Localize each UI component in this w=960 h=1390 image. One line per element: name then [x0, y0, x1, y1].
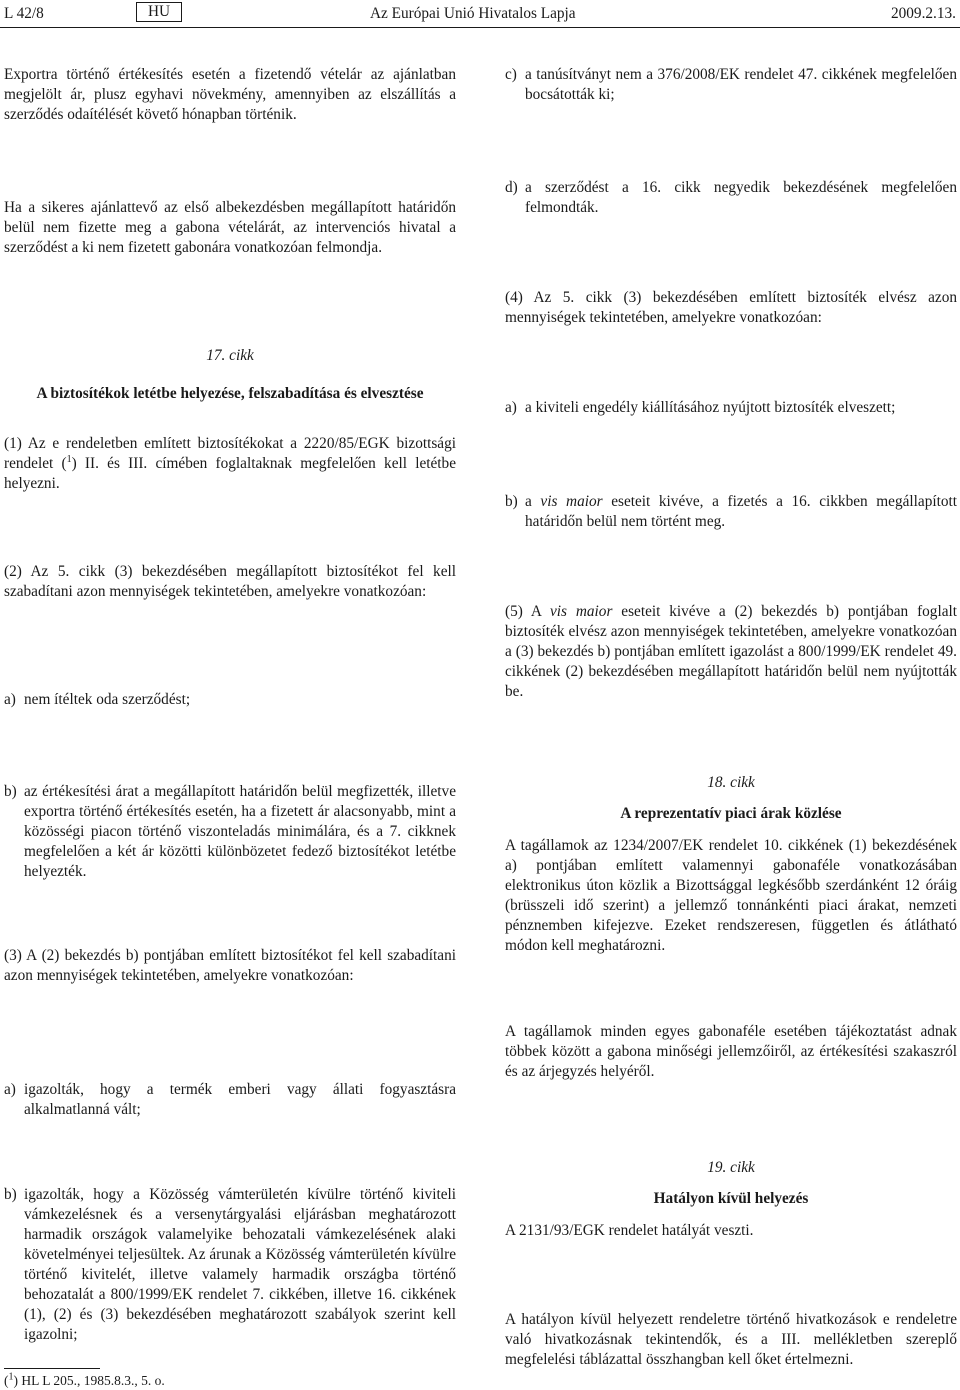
point-text-a: a: [525, 493, 541, 510]
p5-text-italic: vis maior: [549, 603, 613, 620]
article-18-paragraph-2: A tagállamok minden egyes gabonaféle esetében tájékoztatást adnak többek között a gabona minőségi jellemzőiről, az értékesítési szakaszról és az árjegyzés helyéről.: [505, 1023, 957, 1080]
page-header: [0, 0, 960, 28]
point-label: b): [505, 493, 518, 510]
point-label: d): [505, 179, 518, 196]
point-label: a): [4, 1081, 16, 1098]
point-label: c): [505, 66, 517, 83]
paragraph-contract-termination: Ha a sikeres ajánlattevő az első albekezdésben megállapított határidőn belül nem fizette meg a gabona vételárát, az intervenciós hivatal a szerződést a ki nem fizetett gabonára vonatkozóan felmondja.: [4, 199, 456, 256]
point-text: az értékesítési árat a megállapított határidőn belül megfizették, illetve exportra történő értékesítés esetén, ha a fizetett ár alacsonyabb, mint a közösségi piacon történő viszonteladás minimálára, és a 7. cikknek megfelelően a két ár közötti különbözetet fedező biztosítékot letétbe helyezték.: [24, 783, 456, 880]
point-text: a tanúsítványt nem a 376/2008/EK rendelet 47. cikkének megfelelően bocsátották ki;: [525, 66, 957, 103]
article-17-number: 17. cikk: [206, 347, 254, 364]
point-text-italic: vis maior: [540, 493, 603, 510]
article-17-p2-point-b: [4, 782, 456, 882]
article-17-p2-point-a: [4, 690, 456, 710]
page-reference: L 42/8: [4, 5, 44, 22]
journal-title: Az Európai Unió Hivatalos Lapja: [370, 5, 576, 22]
header-rule: [0, 27, 960, 28]
article-17-title: A biztosítékok letétbe helyezése, felszabadítása és elvesztése: [36, 385, 424, 402]
paragraph-export-price: Exportra történő értékesítés esetén a fizetendő vételár az ajánlatban megjelölt ár, plusz egyhavi növekmény, amennyiben az elszállítás a szerződés odaítélését követő hónapban történik.: [4, 66, 456, 123]
point-text: a kiviteli engedély kiállításához nyújtott biztosíték elveszett;: [525, 399, 896, 416]
article-17-paragraph-2: (2) Az 5. cikk (3) bekezdésében megállapított biztosítékot fel kell szabadítani azon mennyiségek tekintetében, amelyekre vonatkozóan:: [4, 563, 456, 600]
article-17-paragraph-3: (3) A (2) bekezdés b) pontjában említett biztosítékot fel kell szabadítani azon mennyiségek tekintetében, amelyekre vonatkozóan:: [4, 947, 456, 984]
point-text-b: eseteit kivéve, a fizetés a 16. cikkben megállapított határidőn belül nem történt meg.: [525, 493, 957, 530]
article-17-p3-point-d: [505, 178, 957, 218]
article-17-p3-point-b: [4, 1185, 456, 1345]
point-text: [525, 492, 957, 532]
footnote-text: HL L 205., 1985.8.3., 5. o.: [21, 1373, 165, 1388]
point-label: a): [4, 691, 16, 708]
article-17-p3-point-a: [4, 1080, 456, 1120]
footnote-separator: [4, 1368, 100, 1369]
article-18-title: A reprezentatív piaci árak közlése: [620, 805, 842, 822]
point-label: a): [505, 399, 517, 416]
article-19-paragraph-1: A 2131/93/EGK rendelet hatályát veszti.: [505, 1222, 754, 1239]
article-19-paragraph-2: A hatályon kívül helyezett rendeletre történő hivatkozások e rendeletre való hivatkozásnak tekintendők, és a III. mellékletben szereplő megfelelési táblázattal összhangban kell őket értelmezni.: [505, 1311, 957, 1368]
footnote-reference[interactable]: 1: [66, 453, 72, 465]
point-label: b): [4, 1186, 17, 1203]
article-19-title: Hatályon kívül helyezés: [653, 1190, 809, 1207]
footnote-number: 1: [8, 1371, 14, 1383]
article-17-p4-point-a: [505, 398, 957, 418]
article-17-paragraph-4: (4) Az 5. cikk (3) bekezdésében említett biztosíték elvész azon mennyiségek tekintetében, amelyekre vonatkozóan:: [505, 289, 957, 326]
article-18-paragraph-1: A tagállamok az 1234/2007/EK rendelet 10. cikkének (1) bekezdésének a) pontjában említett valamennyi gabonaféle vonatkozásában elektronikus úton közlik a Bizottsággal legkésőbb szerdánként 12 óráig (brüsszeli idő szerint) a jellemző tonnánkénti piaci árakat, nemzeti pénznemben kifejezve. Ezeket rendszeresen, független és átlátható módon kell meghatározni.: [505, 837, 957, 954]
article-17-p1-text-b: ) II. és III. címében foglaltaknak megfelelően kell letétbe helyezni.: [4, 455, 456, 492]
article-17-paragraph-1: [4, 434, 456, 494]
point-text: nem ítéltek oda szerződést;: [24, 691, 191, 708]
article-17-p4-point-b: [505, 492, 957, 532]
point-text: igazolták, hogy a Közösség vámterületén kívülre történő kiviteli vámkezelésnek és a versenytárgyalási eljárásban meghatározott harmadik országok valamelyike behozatali vámkezelésének alaki követelményei teljesültek. Az árunak a Közösség vámterületén kívülre történő kivitelét, illetve valamely harmadik országba történő behozatalát a 800/1999/EK rendelet 7. cikkében, illetve 16. cikkének (1), (2) és (3) bekezdésében meghatározott szabályok szerint kell igazolni;: [24, 1186, 456, 1343]
article-17-p1-text-a: (1) Az e rendeletben említett biztosítékokat a 2220/85/EGK bizottsági rendelet (: [4, 435, 456, 472]
p5-text-b: eseteit kivéve a (2) bekezdés b) pontjában foglalt biztosíték elvész azon mennyiségek tekintetében, amelyekre vonatkozóan a (3) bekezdés b) pontjában említett igazolást a 800/1999/EK rendelet 49. cikkének (2) bekezdésében megállapított határidőn belül nem nyújtották be.: [505, 603, 957, 700]
article-19-number: 19. cikk: [707, 1159, 755, 1176]
point-text: igazolták, hogy a termék emberi vagy állati fogyasztásra alkalmatlanná vált;: [24, 1081, 456, 1118]
point-label: b): [4, 783, 17, 800]
publication-date: 2009.2.13.: [890, 5, 956, 22]
footnote: ($^1$) HL L 205., 1985.8.3., 5. o.: [4, 1371, 165, 1388]
language-badge: HU: [136, 2, 182, 22]
point-text: a szerződést a 16. cikk negyedik bekezdésének megfelelően felmondták.: [525, 179, 957, 216]
article-17-paragraph-5: [505, 602, 957, 702]
p5-text-a: (5) A: [505, 603, 550, 620]
article-18-number: 18. cikk: [707, 774, 755, 791]
article-17-p3-point-c: [505, 65, 957, 105]
